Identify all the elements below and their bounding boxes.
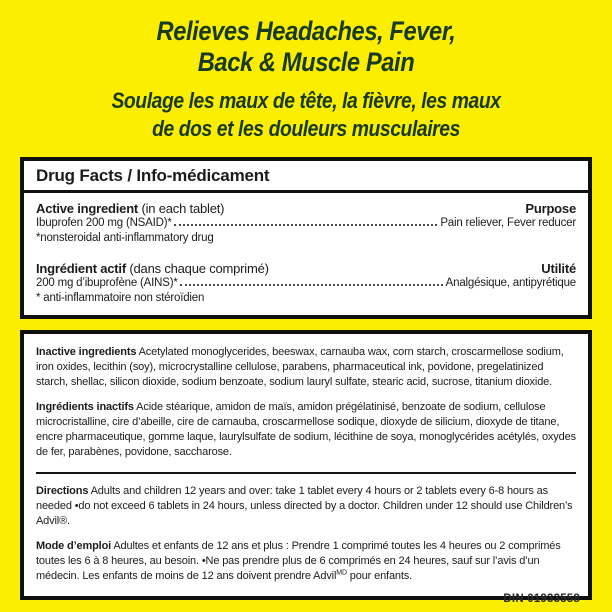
inactive-ingredients-label-fr: Ingrédients inactifs xyxy=(36,401,134,413)
section-divider xyxy=(36,472,576,474)
active-ingredient-heading-en xyxy=(36,201,224,216)
inactive-ingredients-label-en: Inactive ingredients xyxy=(36,346,137,358)
active-ingredient-label-fr: Ingrédient actif xyxy=(36,261,126,276)
active-ingredient-qualifier-fr: (dans chaque comprimé) xyxy=(125,261,269,276)
drug-facts-title: Drug Facts / Info-médicament xyxy=(24,161,588,193)
active-ingredient-heading-row-en xyxy=(36,201,576,216)
claim-french-line2: de dos et les douleurs musculaires xyxy=(152,116,460,141)
ingredient-name-fr: 200 mg d’ibuprofène (AINS)* xyxy=(36,277,178,289)
directions-text-en: Adults and children 12 years and over: take 1 tablet every 4 hours or 2 tablets every 6-8 hours as needed •do not exceed 6 tablets in 24 hours, unless directed by a doctor. Children under 12 should use Children’s Advil®. xyxy=(36,485,573,527)
directions-label-fr: Mode d’emploi xyxy=(36,540,112,552)
purpose-value-en: Pain reliever, Fever reducer xyxy=(440,217,576,229)
active-ingredient-heading-fr xyxy=(36,261,269,276)
inactive-ingredients-paragraph-fr xyxy=(36,400,576,460)
purpose-value-fr: Analgésique, antipyrétique xyxy=(445,277,576,289)
active-ingredient-section-en xyxy=(36,201,576,244)
claim-french-line1: Soulage les maux de tête, la fièvre, les maux xyxy=(111,88,501,113)
directions-paragraph-en xyxy=(36,484,576,529)
active-ingredient-section-fr xyxy=(36,261,576,304)
dot-leader xyxy=(180,284,443,286)
purpose-label-en: Purpose xyxy=(525,201,576,216)
ingredients-directions-body xyxy=(24,334,588,596)
drug-facts-box xyxy=(20,157,592,319)
ingredient-leader-row-en xyxy=(36,217,576,229)
claim-english-line1: Relieves Headaches, Fever, xyxy=(156,16,456,46)
ingredient-name-en: Ibuprofen 200 mg (NSAID)* xyxy=(36,217,172,229)
inactive-ingredients-paragraph-en xyxy=(36,345,576,390)
active-ingredient-heading-row-fr xyxy=(36,261,576,276)
directions-text-fr-before: Adultes et enfants de 12 ans et plus : Prendre 1 comprimé toutes les 4 heures ou 2 comprimés toutes les 6 à 8 heures, au besoin. •Ne pas prendre plus de 6 comprimés en 24 heures, sauf sur l’avis d’un médecin. Les enfants de moins de 12 ans doivent prendre Advil xyxy=(36,540,561,582)
nsaid-footnote-fr: * anti-inflammatoire non stéroïdien xyxy=(36,292,205,304)
inactive-ingredients-text-en: Acetylated monoglycerides, beeswax, carnauba wax, corn starch, croscarmellose sodium, iron oxides, lecithin (soy), microcrystalline cellulose, parabens, pharmaceutical ink, povidone, pregelatinized starch, shellac, silicon dioxide, sodium benzoate, sodium lauryl sulfate, stearic acid, sucrose, titanium dioxide. xyxy=(36,346,564,388)
dot-leader xyxy=(174,224,438,226)
directions-paragraph-fr xyxy=(36,539,576,584)
drug-facts-body xyxy=(24,193,588,315)
purpose-label-fr: Utilité xyxy=(541,261,576,276)
ingredient-leader-row-fr xyxy=(36,277,576,289)
ingredients-directions-box xyxy=(20,330,592,600)
active-ingredient-label-en: Active ingredient xyxy=(36,201,139,216)
nsaid-footnote-en: *nonsteroidal anti-inflammatory drug xyxy=(36,232,214,244)
claim-english-line2: Back & Muscle Pain xyxy=(197,47,415,77)
claims-header xyxy=(37,16,576,143)
inactive-ingredients-text-fr: Acide stéarique, amidon de maïs, amidon prégélatinisé, benzoate de sodium, cellulose microcristalline, cire d’abeille, cire de carnauba, croscarmellose sodique, dioxyde de silicium, dioxyde de titane, encre pharmaceutique, gomme laque, laurylsulfate de sodium, lécithine de soya, monoglycérides acétylés, oxydes de fer, parabènes, povidone, saccharose. xyxy=(36,401,576,458)
directions-label-en: Directions xyxy=(36,485,89,497)
trademark-superscript: MD xyxy=(336,569,347,577)
active-ingredient-qualifier-en: (in each tablet) xyxy=(138,201,225,216)
directions-text-fr-after: pour enfants. xyxy=(346,570,413,582)
din-number: DIN 01933558 xyxy=(503,593,580,605)
